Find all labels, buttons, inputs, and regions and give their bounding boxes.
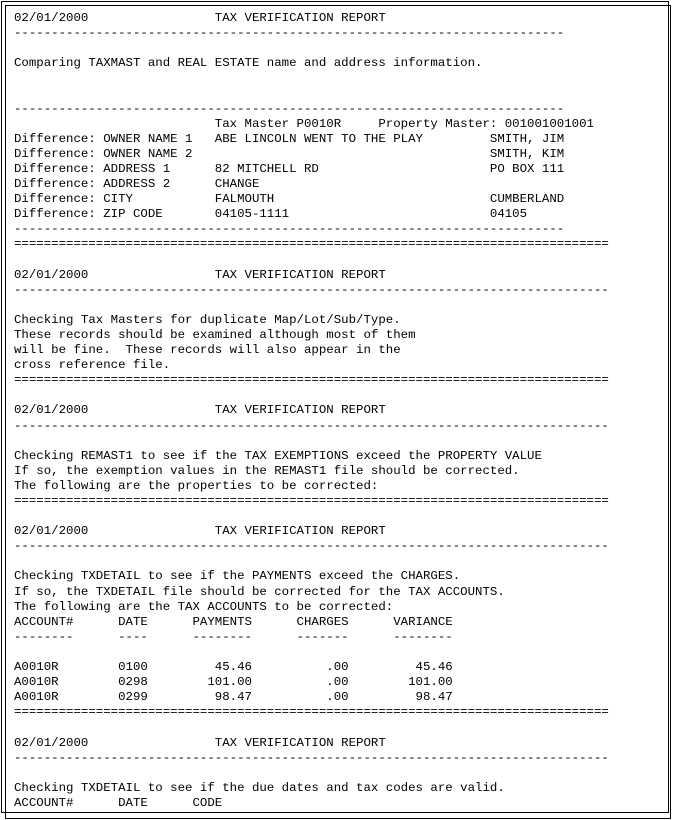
report-text [14,11,609,811]
report-line: ACCOUNT# DATE CODE [14,795,223,810]
report-line [14,766,609,781]
report-line: ================================================================================ [14,705,609,720]
report-line: 02/01/2000 TAX VERIFICATION REPORT [14,735,386,750]
report-line: -------------------------------------------------------------------------------- [14,539,609,554]
report-line [14,554,609,569]
report-line: Checking TXDETAIL to see if the due dates and tax codes are valid. [14,780,505,795]
report-line: A0010R 0298 101.00 .00 101.00 [14,675,453,690]
report-line: Difference: ADDRESS 1 82 MITCHELL RD PO BOX 111 [14,161,565,176]
report-line: Difference: OWNER NAME 1 ABE LINCOLN WENT TO THE PLAY SMITH, JIM [14,131,565,146]
report-line: will be fine. These records will also appear in the [14,343,401,358]
report-line: cross reference file. [14,358,171,373]
report-line: -------------------------------------------------------------------------- [14,26,565,41]
report-line: If so, the exemption values in the REMAST1 file should be corrected. [14,463,520,478]
report-page [5,5,671,819]
report-line: ================================================================================ [14,373,609,388]
report-line [14,720,609,735]
report-line [14,434,609,449]
report-line: 02/01/2000 TAX VERIFICATION REPORT [14,11,386,25]
report-line [14,298,609,313]
report-line: Comparing TAXMAST and REAL ESTATE name and address information. [14,56,483,71]
report-line: Difference: CITY FALMOUTH CUMBERLAND [14,192,565,207]
report-line [14,509,609,524]
report-line: -------------------------------------------------------------------------------- [14,282,609,297]
report-line: 02/01/2000 TAX VERIFICATION REPORT [14,267,386,282]
report-line: A0010R 0100 45.46 .00 45.46 [14,660,453,675]
report-line: -------------------------------------------------------------------------- [14,222,565,237]
report-line [14,388,609,403]
report-line: -------------------------------------------------------------------------------- [14,418,609,433]
report-line: Difference: OWNER NAME 2 SMITH, KIM [14,146,565,161]
report-line [14,86,609,101]
report-line: -------------------------------------------------------------------------------- [14,750,609,765]
report-line [14,71,609,86]
report-line: -------------------------------------------------------------------------- [14,101,565,116]
report-line: ================================================================================ [14,237,609,252]
report-line: Difference: ZIP CODE 04105-1111 04105 [14,207,528,222]
report-line: A0010R 0299 98.47 .00 98.47 [14,690,453,705]
report-line: ACCOUNT# DATE PAYMENTS CHARGES VARIANCE [14,614,453,629]
report-line: The following are the properties to be corrected: [14,478,379,493]
report-line: -------- ---- -------- ------- -------- [14,629,453,644]
report-line: Checking TXDETAIL to see if the PAYMENTS exceed the CHARGES. [14,569,461,584]
report-line: Checking Tax Masters for duplicate Map/Lot/Sub/Type. [14,312,401,327]
report-line [14,253,609,268]
report-line: 02/01/2000 TAX VERIFICATION REPORT [14,403,386,418]
report-line: Difference: ADDRESS 2 CHANGE [14,177,260,192]
report-line [14,645,609,660]
report-line: 02/01/2000 TAX VERIFICATION REPORT [14,524,386,539]
report-line [14,41,609,56]
report-line: ================================================================================ [14,494,609,508]
report-line: Tax Master P0010R Property Master: 001001001001 [14,116,594,131]
report-line: These records should be examined although most of them [14,327,416,342]
report-line: The following are the TAX ACCOUNTS to be corrected: [14,599,394,614]
report-line: Checking REMAST1 to see if the TAX EXEMPTIONS exceed the PROPERTY VALUE [14,448,542,463]
report-line: If so, the TXDETAIL file should be corrected for the TAX ACCOUNTS. [14,584,505,599]
